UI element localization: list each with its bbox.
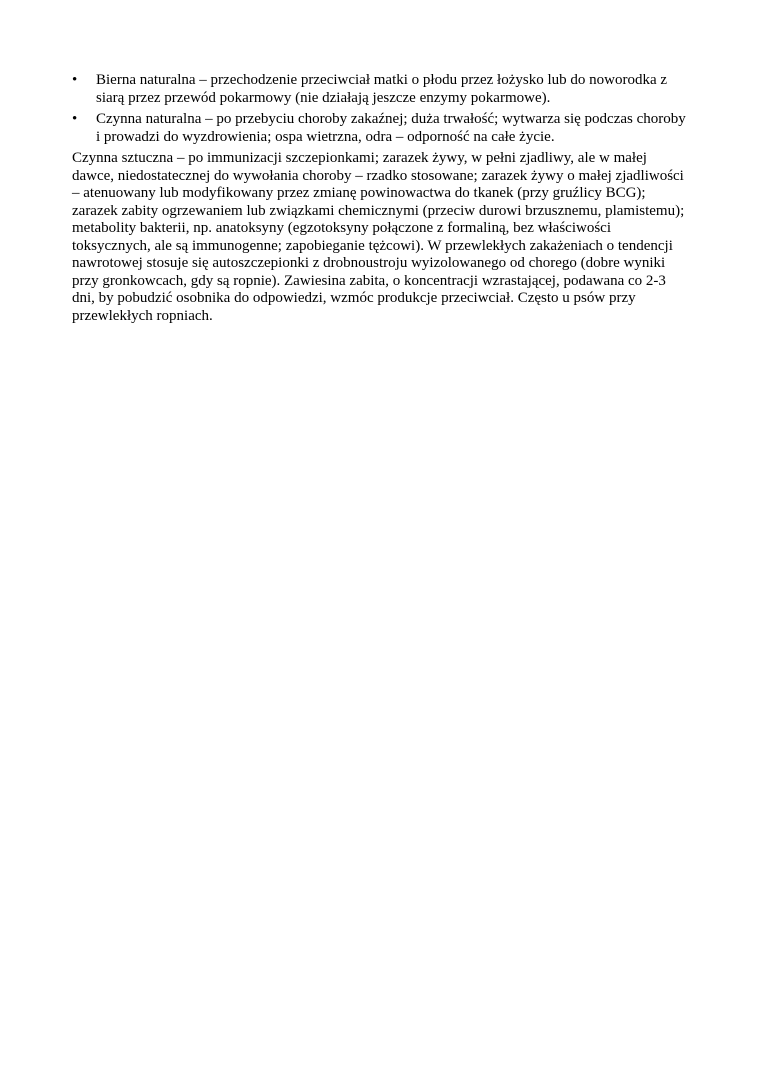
bullet-item-active-natural: [72, 111, 692, 146]
bullet-item-passive-natural: [72, 72, 692, 107]
bullet-marker: •: [72, 72, 78, 88]
bullet-text: Bierna naturalna – przechodzenie przeciwciał matki o płodu przez łożysko lub do noworodka z siarą przez przewód pokarmowy (nie działają jeszcze enzymy pokarmowe).: [96, 72, 668, 106]
bullet-list: [72, 72, 692, 146]
paragraph-active-artificial: Czynna sztuczna – po immunizacji szczepionkami; zarazek żywy, w pełni zjadliwy, ale w małej dawce, niedostatecznej do wywołania choroby – rzadko stosowane; zarazek żywy o małej zjadliwości – atenuowany lub modyfikowany przez zmianę powinowactwa do tkanek (przy gruźlicy BCG); zarazek zabity ogrzewaniem lub związkami chemicznymi (przeciw durowi brzusznemu, plamistemu); metabolity bakterii, np. anatoksyny (egzotoksyny połączone z formaliną, bez właściwości toksycznych, ale są immunogenne; zapobieganie tężcowi). W przewlekłych zakażeniach o tendencji nawrotowej stosuje się autoszczepionki z drobnoustroju wyizolowanego od chorego (dobre wyniki przy gronkowcach, gdy są ropnie). Zawiesina zabita, o koncentracji wzrastającej, podawana co 2-3 dni, by pobudzić osobnika do odpowiedzi, wzmóc produkcje przeciwciał. Często u psów przy przewlekłych ropniach.: [72, 150, 685, 324]
bullet-marker: •: [72, 111, 78, 127]
document-body: [72, 72, 692, 325]
bullet-text: Czynna naturalna – po przebyciu choroby zakaźnej; duża trwałość; wytwarza się podczas choroby i prowadzi do wyzdrowienia; ospa wietrzna, odra – odporność na całe życie.: [96, 111, 686, 145]
